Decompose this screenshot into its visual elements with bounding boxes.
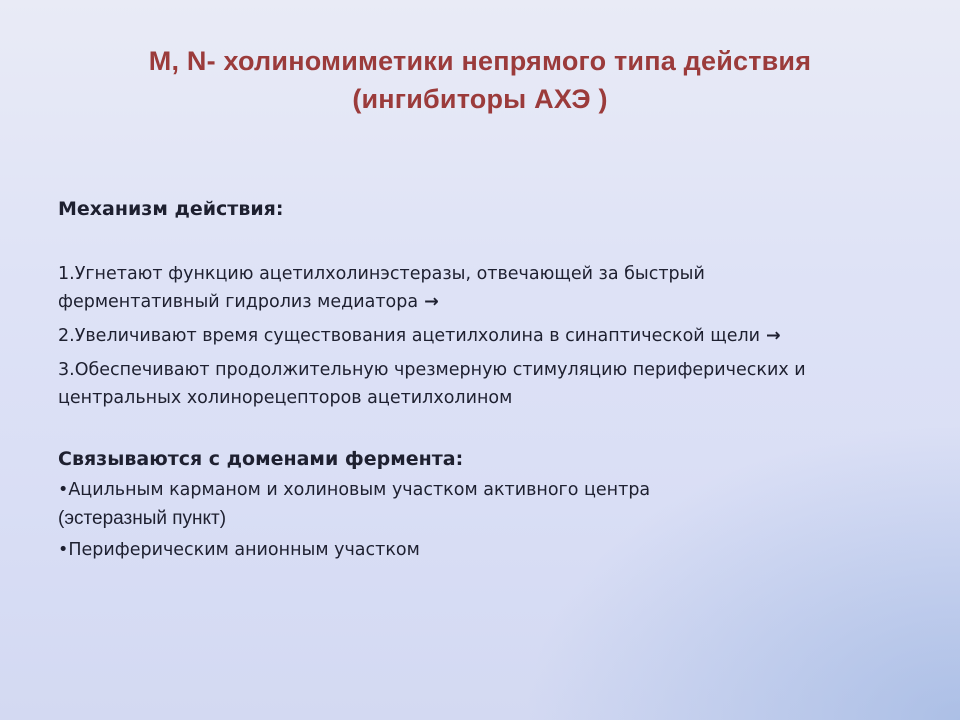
title-line-2: (ингибиторы АХЭ ): [352, 84, 608, 114]
mechanism-item-1-text: ферментативный гидролиз медиатора: [58, 292, 419, 312]
mechanism-item-1-line-2: [58, 288, 908, 316]
mechanism-item-1-line-1: 1.Угнетают функцию ацетилхолинэстеразы, отвечающей за быстрый: [58, 264, 705, 284]
binding-bullet-2: •Периферическим анионным участком: [58, 540, 420, 560]
mechanism-item-2-text: 2.Увеличивают время существования ацетилхолина в синаптической щели: [58, 326, 761, 346]
mechanism-item-2: [58, 322, 908, 350]
mechanism-heading: Механизм действия:: [58, 198, 284, 220]
binding-bullet-1: •Ацильным карманом и холиновым участком активного центра: [58, 480, 651, 500]
binding-bullet-1-continued: (эстеразный пункт): [58, 508, 227, 529]
arrow-right-icon: →: [766, 326, 781, 346]
slide-body: [58, 196, 908, 564]
mechanism-item-3-line-2: центральных холинорецепторов ацетилхолином: [58, 388, 513, 408]
arrow-right-icon: →: [424, 292, 439, 312]
binding-heading: Связываются с доменами фермента:: [58, 448, 464, 470]
title-line-1: M, N- холиномиметики непрямого типа действия: [148, 46, 812, 76]
mechanism-item-3-line-1: 3.Обеспечивают продолжительную чрезмерную стимуляцию периферических и: [58, 360, 806, 380]
slide-title: [60, 42, 900, 118]
